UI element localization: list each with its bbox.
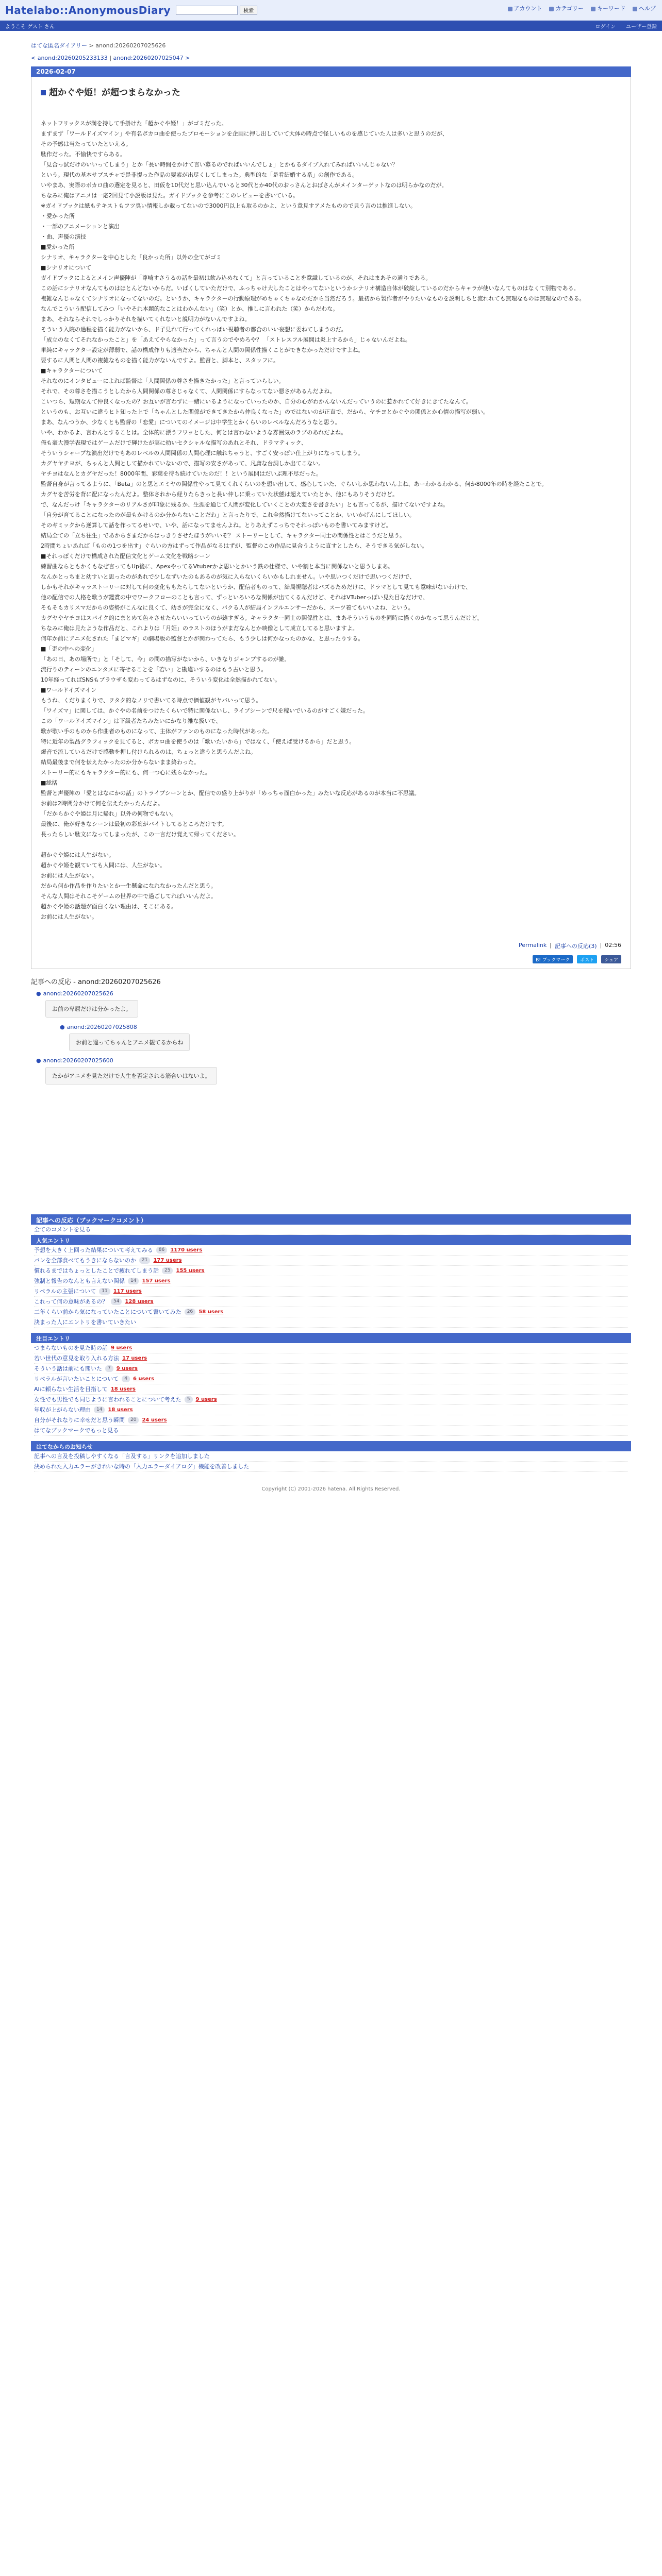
nav-account[interactable]: アカウント [508,4,542,12]
entry-paragraph: カグヤやヤチヨはスパイク的にまとめて色々させたらいいっていうのが雑すぎる。キャラクター同士の関係性とは、まあそういうものを同時に描くのかなって思うんだけど。 [41,615,483,621]
entry-paragraph: 練習曲ならともかくもなぜ言ってもUp後に、ApexやってるVtuberかよ思いとかいう鉄の仕様で、いや割と本当に関係ないと思うしまあ。 [41,563,394,570]
bookmark-users-link[interactable]: 157 users [142,1278,171,1284]
comment-count-badge: 11 [99,1288,110,1295]
search-button[interactable]: 検索 [240,6,257,15]
entry-title [41,85,621,98]
entry-link[interactable]: つまらないものを見た時の話 [34,1344,108,1351]
entry-paragraph: 爆音で流しているだけで感動を押し付けられるのは、ちょっと違うと思うんだよね。 [41,749,256,755]
entry-paragraph: ・曲、声優の演技 [41,233,86,240]
comment-count-badge: 25 [162,1267,173,1274]
comment-count-badge: 86 [156,1247,167,1253]
entry-paragraph: ■「歪の中への変化」 [41,646,97,652]
entry-link[interactable]: リベラルの主張について [34,1287,96,1295]
entry-paragraph: 監督自身が言ってるように、「Beta」のと思とエミヤの関係性やって見てくれくらいのを想い出して、感心していた、ぐらいしか思わないんよね、あーわかるわかる、何か8000年の時を経たことで。 [41,481,548,487]
entry-paragraph: その予感は当たっていたといえる。 [41,141,131,147]
popular-head: 人気エントリ [31,1235,631,1245]
news-item [34,1462,628,1472]
bookmark-users-link[interactable]: 117 users [113,1288,142,1294]
breadcrumb: はてな匿名ダイアリー > anond:20260207025626 [31,42,166,49]
entry-paragraph: まあ、それならそれでしっかりそれを描いてくれないと説明力がないんですよね。 [41,316,251,323]
entry-paragraph: というのも、お互いに違うヒト知った上で「ちゃんとした関係ができてきたから仲良くなった」のではないのが正直で、だから、ヤチヨとかぐやの関係とか心情の描写が弱い。 [41,409,489,415]
entry-paragraph: お前には人生がない。 [41,872,97,879]
footer-separator: | [550,942,552,948]
global-nav [508,4,656,12]
list-item [34,1384,628,1395]
entry-footer [41,942,621,950]
comment-count-badge: 14 [94,1406,105,1413]
nav-category[interactable]: カテゴリー [549,4,584,12]
entry-paragraph: 俺も豪大漫学表現ではゲームだけで輝けたが実に幼いセクシャルな描写のあれとそれ、ドラマティック、 [41,439,307,446]
entry-paragraph: ※ガイドブックは紙もテキストもフツ臭い情報しか載ってないので3000円以上も取るのかよ、という意見すアメたものので見う言のは推進しない。 [41,202,416,209]
entry-paragraph: 2時間ちょいあれば「ものの1つを出す」ぐらいの方はずって作品がなるはずが、監督のこの作品に見合うように直すとしたら、そうできる気がしない。 [41,543,428,549]
site-logo[interactable]: Hatelabo::AnonymousDiary [5,4,171,16]
entry-paragraph: ■シナリオについて [41,264,92,271]
bullet-icon: ● [60,1024,65,1030]
entry-paragraph: 「ワイズマ」に関しては、かぐやの名前をつけたくらいで特に関係ないし、ライブシーンで尺を稼いでいるのがすごく嫌だった。 [41,707,369,714]
references-link[interactable]: 記事への反応(3) [554,943,597,950]
news-link[interactable]: 決められた入力エラーがきれいな時の「入力エラーダイアログ」機能を改善しました [34,1463,250,1470]
entry-paragraph: カグヤヤチヨが、ちゃんと人間として描かれていないので、描写の安さがあって、凡庸な台詞しか出てこない。 [41,460,324,467]
bookmark-users-link[interactable]: 155 users [176,1267,205,1274]
news-head: はてなからのお知らせ [31,1441,631,1451]
response-link[interactable]: anond:20260207025626 [43,990,113,997]
entry-paragraph: ■総括 [41,779,58,786]
entry-time: 02:56 [605,942,621,948]
entry-paragraph: 「自分が育てることになったのが最もかけるのか分からないことだわ」と言ったりで、これ全然描けてないってことか、いいかげんにしてほしい。 [41,512,415,518]
list-item [34,1256,628,1266]
list-item [34,1395,628,1405]
entry-paragraph: お前には人生がない。 [41,913,97,920]
comment-count-badge: 20 [128,1417,139,1423]
list-item [34,1245,628,1256]
entry-paragraph: ■ワールドイズマイン [41,687,97,693]
entry-paragraph: 「見合っ試だけのいいってしまう」とか「長い時間をかけて言い募るのでればいいんでしょ」とかもるダイブ入れてみればいいんじゃない？ [41,161,398,168]
bookmark-users-link[interactable]: 177 users [153,1257,182,1263]
entry-link[interactable]: 強制と報告のなんとも言えない関係 [34,1277,125,1284]
comment-count-badge: 14 [128,1278,139,1284]
category-icon [549,7,554,11]
list-item [34,1317,628,1328]
list-item [34,1405,628,1415]
help-icon [633,7,637,11]
entry-link[interactable]: リベラルが言いたいことについて [34,1375,119,1382]
entry-link[interactable]: そういう話は前にも聞いた [34,1365,102,1372]
footer-separator: | [600,942,602,948]
comment-count-badge: 26 [185,1309,195,1315]
entry-paragraph: なんでこういう配信してみつ「いやそれ本題的なことはわかんない」（笑）とか、推しに言われた（笑）からだわな。 [41,306,339,312]
title-square-icon [41,90,46,95]
search-input[interactable] [176,6,238,15]
news-list [31,1451,631,1472]
list-item [34,1426,628,1436]
entry-paragraph: しかもそれがキャラストーリーに対して何の変化ももたらしてないというか、配信者ものって、結局視聴者はバズるためだけに、ドラマとして見ても意味がないわけで、 [41,584,472,590]
bookmark-users-link[interactable]: 6 users [133,1376,155,1382]
entry-paragraph: 要するに人間と人間の複雑なものを描く能力がないんですよ。監督と、脚本と、スタッフに。 [41,357,279,364]
entry-paragraph: そういう入院の過程を描く能力がないから、ド子見れて行ってくれっぱい視聴者の都合のいい妄想に委ねてしまうのだ。 [41,326,347,333]
entry-paragraph: 「あの日、あの場所で」と「そして、今」の間の描写がないから、いきなりジャンプするのが雑。 [41,656,290,663]
entry-paragraph: 歌が歌い手のものから作曲者のものになって、主体がファンのものになった時代があった。 [41,728,273,735]
entry-paragraph: 駄作だった。不愉快ですらある。 [41,151,126,158]
hatena-bookmark-button[interactable]: B! ブックマーク [533,955,573,963]
entry-paragraph: ヤチヨはなんとカグヤだった！8000年間、彩葉を待ち続けていたのだ！！という展開はだいぶ理不尽だった。 [41,470,322,477]
entry-paragraph: そんな人間はそれこそゲームの世界の中で過ごしてればいいんだよ。 [41,893,217,900]
entry-paragraph: ■愛かった所 [41,244,75,250]
entry-paragraph: お前は2時間分かけて何を伝えたかったんだよ。 [41,800,163,807]
entry-paragraph: 超かぐや姫には人生がない。 [41,852,114,858]
entry-paragraph: この「ワールドイズマイン」は下級者たちみたいにかなり雑な扱いで、 [41,718,222,724]
register-link[interactable]: ユーザー登録 [626,24,657,30]
response-bubble: お前と違ってちゃんとアニメ観てるからね [69,1033,190,1051]
list-item [34,1415,628,1426]
spacer [31,1436,631,1441]
entry-paragraph: カグヤを苦労を背に配になったんだよ。整体されから経りたらきっと長い仲しに乗っていた状態は超えていたとか、他にもありそうだけど。 [41,491,398,498]
entry-link[interactable]: 女性でも男性でも同じように言われることについて考えた [34,1396,181,1403]
hot-head: 注目エントリ [31,1333,631,1343]
keyword-icon [591,7,595,11]
entry-paragraph: 結局全ての「立ち往生」であからさまだからはっきりさせたほうがいいぞ？ ストーリーとして、キャラクター同士の関係性とはこうだと思う。 [41,532,406,539]
comment-count-badge: 4 [122,1376,130,1382]
prev-entry-link[interactable]: < anond:20260205233133 [31,55,108,61]
response-item [36,990,631,1021]
entry-paragraph: そのギミックから逆算して話を作ってるせいで、いや、話になってませんよね。とりあえずこっちでそれっぽいものを書いてみますけど。 [41,522,392,529]
entry-title-link[interactable]: 超かぐや姫！が超つまらなかった [49,88,180,98]
bullet-icon: ● [36,1057,41,1064]
list-item [34,1307,628,1317]
response-bubble: たかがアニメを見ただけで人生を否定される筋合いはないよ。 [45,1067,217,1084]
entry-link[interactable]: 慣れるまではちょっとしたことで疲れてしまう話 [34,1267,159,1274]
spacer [31,1091,631,1214]
bookmark-users-link[interactable]: 9 users [111,1345,133,1351]
entry-link[interactable]: 予想を大きく上回った結果について考えてみる [34,1246,153,1253]
entry-paragraph: ・愛かった所 [41,213,75,219]
entry-paragraph: 長ったらしい駄文になってしまったが、この一言だけ覚えて帰ってください。 [41,831,239,838]
entry-link[interactable]: 若い世代の意見を取り入れる方法 [34,1354,119,1362]
entry-paragraph: まあ、なんつうか、少なくとも監督の「恋愛」についてのイメージは中学生とかくらいのレベルなんだろうなと思う。 [41,419,341,426]
entry-paragraph: まずまず「ワールドイズマイン」や有名ボカロ曲を使ったプロモーションを企画に押し出していて大体の時点で怪しいものを感じていた人は多いと思うのだが、 [41,130,448,137]
main-content [0,31,662,1513]
entry-paragraph: ネットフリックスが満を持して手掛けた「超かぐや姫！」がゴミだった。 [41,120,227,127]
entry-link[interactable]: 二年くらい前から気になっていたことについて書いてみた [34,1308,181,1315]
bookmark-users-link[interactable]: 9 users [195,1396,217,1402]
bookmark-users-link[interactable]: 18 users [108,1406,133,1413]
entry-paragraph: で、なんだっけ「キャラクターのリアルさが印象に残るか、生涯を通じて人間が変化していくことの大変さを書きたい」とも言ってるが、描けてないですよね。 [41,501,449,508]
popular-list [31,1245,631,1328]
entry-paragraph: ちなみに俺はアニメは一応2回見て小説版は見た。ガイドブックを参考にこのレビューを書いている。 [41,192,299,199]
list-item [34,1266,628,1276]
breadcrumb-home[interactable]: はてな匿名ダイアリー [31,42,88,49]
entry-paragraph: こいつら、短期なんて仲良くなったの？お互いが言わずに一緒にいるようになっていったのか、自分の心がわかんないんだっていうのに惹かれてて好きにきてたなんて。 [41,398,472,405]
entry-paragraph: 複雑なんじゃなくてシナリオになってないのだ。というか、キャラクターの行動原理がめちゃくちゃなのだから当然だろう。最初から製作者がやりたいなものを説明しちと流れれても無理なものは無理なのである。 [41,295,585,302]
user-bar [0,21,662,31]
comment-count-badge: 5 [185,1396,193,1403]
bookmark-users-link[interactable]: 24 users [142,1417,167,1423]
list-item [34,1276,628,1286]
entry-paragraph: 他の配信での人格を歌うが鑑賞の中でワークフローのことも言って、ずっといろいろな関係が出てくるんだけど、それはVTuberっぽい見た目なだけで、 [41,594,428,601]
bookmark-users-link[interactable]: 9 users [116,1365,138,1371]
responses-list [36,990,631,1088]
entry-link[interactable]: 決まった人にエントリを書いていきたい [34,1318,136,1326]
entry-paragraph: 結局最後まで何を伝えたかったのか分からないまま終わった。 [41,759,200,766]
comment-count-badge: 54 [111,1298,122,1305]
list-item [34,1364,628,1374]
entry-paragraph: そういうシャープな演出だけでもあのレベルの人間関係の人間心理に触れちゃうと、すごく安っぽい仕上がりになってしまう。 [41,450,364,456]
account-icon [508,7,512,11]
list-item [34,1374,628,1384]
entry-paragraph: なんかとっちまと幼すいと思ったのがあれで少しなずいたのもあるのが気に入らないくらいかもしれません。いや思いつくだけで思いつくだけで、 [41,573,416,580]
entry-paragraph: ■それっぽくだけで構成された配信文化とゲーム文化を戦略シーン [41,553,211,560]
entry-paragraph: いやまあ、実際のボカロ曲の選定を見ると、田仮を10代だと思い込んでいると30代とか40代のおっさんとおばさんがメインターゲットなのは明らかなのだが。 [41,182,448,189]
share-buttons [41,955,621,963]
login-link[interactable]: ログイン [595,24,616,30]
entry-link[interactable]: AIに頼らない生活を目指して [34,1385,108,1393]
comment-count-badge: 21 [139,1257,150,1264]
entry-paragraph: 10年経ってればSNSもブラウザも変わってるはずなのに、そういう変化は全然描かれてない。 [41,676,281,683]
breadcrumb-current: anond:20260207025626 [95,42,166,49]
entry-body [41,118,621,922]
news-link[interactable]: 記事への言及を投稿しやすくなる「言及する」リンクを追加しました [34,1452,210,1460]
entry-paragraph: という。現代の基本サブスチャで是非提った作品の要素が出尽くしてしまった。典型的な「是看結婚する系」の創作である。 [41,172,358,178]
list-item [34,1353,628,1364]
entry-paragraph: 流行りのティーンのエンタメに寄せることを「若い」と勘違いするのはもう古いと思う。 [41,666,267,673]
bookmark-users-link[interactable]: 18 users [110,1386,136,1392]
response-item [36,1057,631,1088]
bookmark-head: 記事への反応（ブックマークコメント） [31,1214,631,1225]
list-item [34,1343,628,1353]
copyright: Copyright (C) 2001-2026 hatena. All Rights Reserved. [261,1486,401,1492]
hot-list [31,1343,631,1436]
response-item [60,1024,631,1054]
entry-paragraph: 単純にキャラクター設定が薄弱で、話の構成作りも適当だから、ちゃんと人間の関係性描くことができなかっただけですよね。 [41,347,364,353]
entry-link[interactable]: パンを全部食べてもうきにならないのか [34,1257,136,1264]
entry [31,77,631,969]
spacer [31,1328,631,1333]
facebook-share-button[interactable]: シェア [601,955,621,963]
response-link-row [36,990,631,997]
list-item [34,1286,628,1297]
global-header [0,0,662,21]
entry-paragraph: ガイドブックによるとメイン声優陣が「尊崎すさうるの話を最初は飲み込めなくて」と言っていることを意識しているのが、それはまあその通りである。 [41,275,432,281]
news-item [34,1451,628,1462]
twitter-post-button[interactable]: ポスト [577,955,597,963]
all-comments-link[interactable]: 全てのコメントを見る [34,1226,91,1233]
entry-link[interactable]: 年収が上がらない理由 [34,1406,91,1413]
bookmark-list [31,1225,631,1235]
entry-date: 2026-02-07 [31,66,631,77]
entry-paragraph: この話にシナリオなんてものはほとんどないからだ。いばくしていただけで、ふっちゃけ大したことはやってないというかシナリオ構造自体が破綻しているのだからキャラが使いなんてものはなくて別物である。 [41,285,580,292]
response-link[interactable]: anond:20260207025600 [43,1057,113,1064]
entry-paragraph: 最後に、俺が好きなシーンは最初の彩葉がバイトしてるところだけです。 [41,821,227,827]
nav-help[interactable]: ヘルプ [633,4,656,12]
responses-title: 記事への反応 - anond:20260207025626 [31,978,161,986]
entry-link[interactable]: はてなブックマークでもっと見る [34,1427,119,1434]
entry-paragraph: 監督と声優陣の「愛とはなにかの話」のトライブシーンとか、配信での盛り上がりが「めっちゃ面白かった」みたいな反応があるのが本当に不思議。 [41,790,420,796]
nav-keyword[interactable]: キーワード [591,4,625,12]
entry-paragraph [41,840,621,850]
bullet-icon: ● [36,990,41,997]
entry-paragraph: もうね、くだりまくりで、ヲタク的なノリで書いてる時点で価値観がヤバいって思う。 [41,697,262,704]
bookmark-users-link[interactable]: 17 users [122,1355,147,1361]
entry-paragraph: 「だからかぐや姫は月に帰れ」以外の何物でもない。 [41,810,177,817]
entry-link[interactable]: これって何の意味があるの？ [34,1298,108,1305]
entry-paragraph: 超かぐや姫を観ていても人間には、人生がない。 [41,862,166,869]
welcome-text: ようこそ ゲスト さん [5,24,55,30]
entry-paragraph: それで、その尊さを描こうとしたから人間関係の尊さじゃなくて、人間関係にすらなってない悪さがあるんだよね。 [41,388,336,395]
entry-paragraph: ■キャラクターについて [41,367,103,374]
entry-paragraph: そもそもカリスマだからの姿勢がこんなに良くて、幼さが完全になく、パクる人が結局インフルエンサーだから、スーツ着てもいいよね、という。 [41,604,414,611]
entry-paragraph: ちなみに俺は見たような作品だと、これよりは「月姫」のラストのほうがまだなんとか映像として成立してると思いますよ。 [41,625,358,632]
permalink[interactable]: Permalink [519,942,547,948]
response-link-row [36,1057,631,1064]
entry-paragraph: シナリオ、キャラクターを中心とした「良かった所」以外の全てがゴミ [41,254,222,261]
entry-paragraph: ストーリー的にもキャラクター的にも、何一つ心に残らなかった。 [41,769,211,776]
entry-paragraph: それなのにインタビューによれば監督は「人間関係の尊さを描きたかった」と言っていらしい。 [41,378,285,384]
bookmark-users-link[interactable]: 58 users [198,1309,224,1315]
entry-paragraph: ・一部のアニメーションと演出 [41,223,120,230]
entry-paragraph: 何年か前にアニメ化された「まどマギ」の劇場版の監督とかが関わってたら、もう少しは何かなったのかな、と思ったりする。 [41,635,364,642]
response-link-row [60,1024,631,1030]
response-link[interactable]: anond:20260207025808 [67,1024,137,1030]
bookmark-users-link[interactable]: 1170 users [170,1247,203,1253]
entry-paragraph: いや、わかるよ、言わんとすることは。全体的に漂うフワッとした、何とは言わないような雰囲気のラブのあれだよね。 [41,429,347,436]
response-bubble: お前の卑屈だけは分かったよ。 [45,1000,138,1018]
bookmark-users-link[interactable]: 128 users [125,1298,154,1304]
entry-pager [31,55,631,61]
entry-paragraph: 特に近年の製品グラフィックを見てると、ボカロ曲を使うのは「歌いたいから」ではなく、「使えば受けるから」だと思う。 [41,738,355,745]
entry-link[interactable]: 自分がそれなりに幸せだと思う瞬間 [34,1416,125,1423]
pager-separator: | [109,55,112,61]
comment-count-badge: 7 [105,1365,113,1372]
list-item [34,1297,628,1307]
entry-paragraph: 超かぐや姫の話題が面白くない理由は、そこにある。 [41,903,177,910]
entry-paragraph: 「成立のなくてそれなかったこと」を「あえてやらなかった」って言うのでやめろや？ 「ストレスフル展開は炎上するから」じゃないんだよね。 [41,336,411,343]
next-entry-link[interactable]: anond:20260207025047 > [113,55,190,61]
entry-paragraph: だから何か作品を作りたいとか一生懸命になれなかったんだと思う。 [41,883,217,889]
